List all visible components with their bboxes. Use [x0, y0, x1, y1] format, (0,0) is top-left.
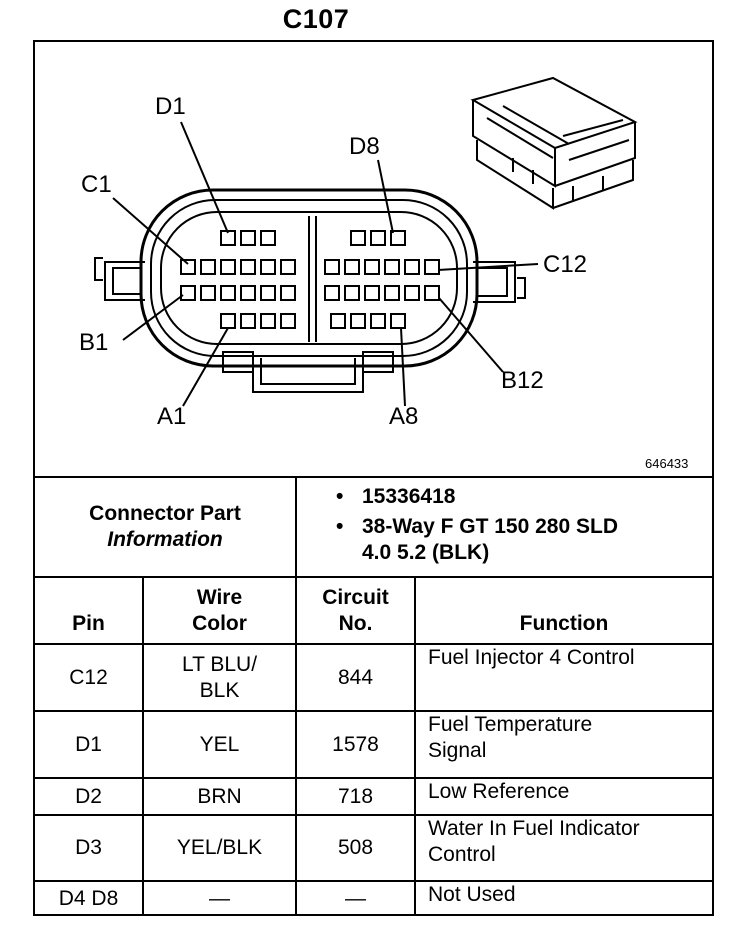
cavity-d: [261, 231, 275, 245]
cavity-d: [221, 231, 235, 245]
label-a1: A1: [157, 403, 187, 430]
cavity-b: [181, 286, 195, 300]
connector-info-label: [35, 478, 295, 576]
cavity-a: [331, 314, 345, 328]
cell-wire-color: [144, 882, 295, 916]
cell-wire-color-text: YEL: [199, 732, 240, 756]
connector-diagram: [33, 40, 714, 478]
label-b12: B12: [501, 367, 544, 394]
cavity-b: [241, 286, 255, 300]
cavity-d: [241, 231, 255, 245]
cavity-a: [221, 314, 235, 328]
cell-pin: [35, 816, 142, 880]
cavity-a: [281, 314, 295, 328]
cell-pin: [35, 882, 142, 916]
cell-pin-text: C12: [69, 665, 108, 689]
cell-pin-text: D3: [75, 836, 102, 859]
cavity-b: [261, 286, 275, 300]
cell-wire-color-text: BLK: [199, 678, 240, 702]
cell-circuit-no-text: 508: [337, 836, 374, 859]
header-function: Function: [519, 612, 609, 635]
cell-wire-color: [144, 712, 295, 777]
cell-wire-color-text: —: [209, 887, 230, 910]
connector-description-line2: 4.0 5.2 (BLK): [362, 541, 490, 564]
connector-info-items: [336, 484, 706, 570]
cell-pin: [35, 712, 142, 777]
cavity-c: [201, 260, 215, 274]
cavity-c: [365, 260, 379, 274]
cell-pin-text: D1: [75, 732, 102, 756]
cell-function-text: Fuel Injector 4 Control: [428, 646, 635, 669]
cavity-a: [371, 314, 385, 328]
header-circuit-no: Circuit No.: [322, 585, 389, 635]
leader-c12: [438, 264, 538, 270]
divider-info-column: [295, 476, 297, 578]
header-wire-color: Wire Color: [192, 585, 247, 635]
cavity-c: [181, 260, 195, 274]
cavity-b: [281, 286, 295, 300]
cell-circuit-no: [297, 645, 414, 710]
connector-info-label-line1: Connector Part: [89, 502, 241, 525]
label-d8: D8: [349, 133, 380, 160]
cell-circuit-no: [297, 816, 414, 880]
cell-circuit-no-text: 718: [337, 784, 374, 808]
leader-c1: [113, 198, 188, 264]
cell-wire-color: [144, 816, 295, 880]
cell-function-text: Fuel Temperature: [428, 713, 593, 736]
cell-wire-color-text: BRN: [197, 784, 242, 808]
label-a8: A8: [389, 403, 419, 430]
connector-info-item: • 38-Way F GT 150 280 SLD 4.0 5.2 (BLK): [336, 515, 618, 564]
cell-function-text: Water In Fuel Indicator: [428, 817, 640, 840]
cell-function-text: Signal: [428, 739, 487, 762]
cavity-a: [241, 314, 255, 328]
part-number: 15336418: [362, 485, 456, 508]
cell-circuit-no: [297, 882, 414, 916]
cell-wire-color: [144, 645, 295, 710]
cell-circuit-no-text: —: [345, 887, 366, 910]
cavity-b: [425, 286, 439, 300]
cavity-c: [425, 260, 439, 274]
cavity-c: [405, 260, 419, 274]
connector-3d-view: [473, 78, 635, 208]
cavity-b: [201, 286, 215, 300]
cell-function: [428, 816, 712, 880]
left-mounting-tab: [95, 258, 145, 300]
cell-function: [428, 882, 712, 916]
cavity-d: [371, 231, 385, 245]
cell-wire-color-text: LT BLU/: [181, 652, 258, 676]
label-d1: D1: [155, 93, 186, 120]
cavity-c: [241, 260, 255, 274]
cell-circuit-no: [297, 712, 414, 777]
cell-circuit-no: [297, 779, 414, 814]
cell-pin-text: D4 D8: [58, 887, 119, 910]
cavity-b: [365, 286, 379, 300]
cavity-c: [221, 260, 235, 274]
cavity-d: [391, 231, 405, 245]
cavity-b: [221, 286, 235, 300]
cell-pin: [35, 645, 142, 710]
cavity-d: [351, 231, 365, 245]
cell-wire-color-text: YEL/BLK: [176, 836, 263, 859]
cavity-c: [345, 260, 359, 274]
cavity-c: [325, 260, 339, 274]
bottom-latch: [223, 352, 393, 392]
cell-function-text: Low Reference: [428, 780, 570, 803]
connector-info-label-line2: Information: [107, 528, 223, 551]
cell-circuit-no-text: 1578: [332, 732, 379, 756]
cavity-a: [351, 314, 365, 328]
leader-d1: [181, 122, 228, 233]
cell-function-text: Control: [428, 843, 496, 866]
cavity-c: [261, 260, 275, 274]
cavity-b: [325, 286, 339, 300]
cell-circuit-no-text: 844: [337, 665, 374, 689]
cell-pin: [35, 779, 142, 814]
cell-pin-text: D2: [75, 784, 102, 808]
label-c1: C1: [81, 171, 112, 198]
connector-face-drawing: [33, 40, 714, 478]
cavity-a: [391, 314, 405, 328]
connector-info-item: • 15336418: [336, 485, 456, 508]
connector-housing: [141, 190, 477, 366]
cavity-a: [261, 314, 275, 328]
connector-description: 38-Way F GT 150 280 SLD: [362, 515, 618, 538]
leader-b12: [439, 298, 503, 372]
image-number: 646433: [645, 456, 689, 471]
leader-d8: [378, 160, 393, 233]
cavity-b: [385, 286, 399, 300]
cell-wire-color: [144, 779, 295, 814]
cell-function: [428, 779, 712, 814]
header-pin: Pin: [72, 612, 105, 635]
cell-function-text: Not Used: [428, 883, 516, 906]
cavity-b: [345, 286, 359, 300]
cell-function: [428, 645, 712, 710]
cell-function: [428, 712, 712, 777]
label-c12: C12: [543, 251, 588, 278]
cavity-b: [405, 286, 419, 300]
label-b1: B1: [79, 329, 109, 356]
cavity-c: [281, 260, 295, 274]
connector-title: C107: [282, 4, 350, 34]
cavity-c: [385, 260, 399, 274]
